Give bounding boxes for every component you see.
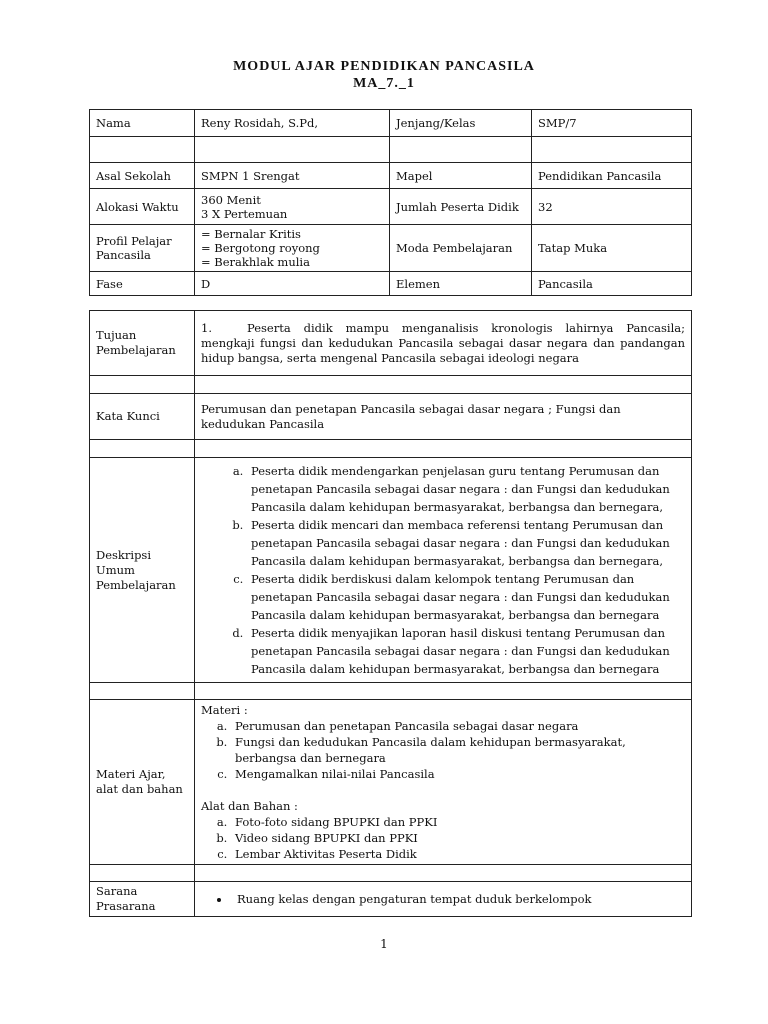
- list-item: b. Peserta didik mencari dan membaca referensi tentang Perumusan dan penetapan Pancasila sebagai dasar negara : dan Fungsi dan kedudukan Pancasila dalam kehidupan bermasyarakat, berbangsa dan bernegara,: [247, 516, 685, 570]
- fase-label: Fase: [90, 272, 195, 296]
- row-kata-kunci: [90, 394, 692, 440]
- mapel-value: Pendidikan Pancasila: [532, 163, 692, 189]
- list-item: d. Peserta didik menyajikan laporan hasil diskusi tentang Perumusan dan penetapan Pancasila sebagai dasar negara : dan Fungsi dan kedudukan Pancasila dalam kehidupan bermasyarakat, berbangsa dan bernegara: [247, 624, 685, 678]
- row-spacer: [90, 376, 692, 394]
- materi-heading: Materi :: [201, 703, 248, 717]
- moda-value: Tatap Muka: [532, 225, 692, 272]
- alokasi-value-2: 3 X Pertemuan: [201, 206, 288, 221]
- elemen-label: Elemen: [390, 272, 532, 296]
- row-tujuan: [90, 311, 692, 376]
- mapel-label: Mapel: [390, 163, 532, 189]
- alokasi-label: Alokasi Waktu: [90, 189, 195, 225]
- sekolah-value: SMPN 1 Srengat: [195, 163, 390, 189]
- identity-table: [89, 109, 692, 296]
- tujuan-label: Tujuan Pembelajaran: [90, 311, 195, 376]
- document-code: MA_7._1: [353, 76, 415, 91]
- fase-value: D: [195, 272, 390, 296]
- row-spacer: [90, 865, 692, 882]
- list-item: • Ruang kelas dengan pengaturan tempat duduk berkelompok: [231, 892, 685, 907]
- tujuan-text: Peserta didik mampu menganalisis kronologis lahirnya Pancasila; mengkaji fungsi dan kedudukan Pancasila sebagai dasar negara dan pandangan hidup bangsa, serta mengenal Pancasila sebagai ideologi negara: [201, 320, 685, 365]
- profil-value: = Bernalar Kritis: [201, 227, 301, 241]
- profil-value: = Berakhlak mulia: [201, 255, 310, 269]
- alokasi-value-1: 360 Menit: [201, 192, 261, 207]
- list-item: c. Mengamalkan nilai-nilai Pancasila: [231, 766, 685, 782]
- row-sekolah: [90, 163, 692, 189]
- sarana-label: Sarana Prasarana: [90, 882, 195, 917]
- row-fase: [90, 272, 692, 296]
- alat-list: [201, 814, 685, 862]
- row-materi: [90, 700, 692, 865]
- jumlah-label: Jumlah Peserta Didik: [390, 189, 532, 225]
- learning-table: [89, 310, 692, 917]
- row-deskripsi: [90, 458, 692, 683]
- list-item: c. Lembar Aktivitas Peserta Didik: [231, 846, 685, 862]
- kata-kunci-text: Perumusan dan penetapan Pancasila sebagai dasar negara ; Fungsi dan kedudukan Pancasila: [195, 394, 692, 440]
- row-empty: [90, 137, 692, 163]
- materi-list: [201, 718, 685, 782]
- moda-label: Moda Pembelajaran: [390, 225, 532, 272]
- tujuan-number: 1.: [201, 320, 212, 335]
- row-spacer: [90, 683, 692, 700]
- list-item: a. Peserta didik mendengarkan penjelasan guru tentang Perumusan dan penetapan Pancasila sebagai dasar negara : dan Fungsi dan kedudukan Pancasila dalam kehidupan bermasyarakat, berbangsa dan bernegara,: [247, 462, 685, 516]
- nama-label: Nama: [90, 110, 195, 137]
- kata-kunci-label: Kata Kunci: [90, 394, 195, 440]
- list-item: b. Video sidang BPUPKI dan PPKI: [231, 830, 685, 846]
- row-alokasi: [90, 189, 692, 225]
- deskripsi-label: Deskripsi Umum Pembelajaran: [90, 458, 195, 683]
- deskripsi-list: [201, 462, 685, 678]
- row-nama: [90, 110, 692, 137]
- page-number: 1: [380, 937, 388, 951]
- list-item: a. Foto-foto sidang BPUPKI dan PPKI: [231, 814, 685, 830]
- document-title: MODUL AJAR PENDIDIKAN PANCASILA: [233, 59, 535, 74]
- profil-value: = Bergotong royong: [201, 241, 320, 255]
- materi-label: Materi Ajar, alat dan bahan: [90, 700, 195, 865]
- list-item: a. Perumusan dan penetapan Pancasila sebagai dasar negara: [231, 718, 685, 734]
- list-item: b. Fungsi dan kedudukan Pancasila dalam kehidupan bermasyarakat, berbangsa dan bernegara: [231, 734, 685, 766]
- jumlah-value: 32: [532, 189, 692, 225]
- alat-heading: Alat dan Bahan :: [201, 799, 298, 813]
- jenjang-value: SMP/7: [532, 110, 692, 137]
- sekolah-label: Asal Sekolah: [90, 163, 195, 189]
- profil-label: Profil Pelajar Pancasila: [90, 225, 195, 272]
- list-item: c. Peserta didik berdiskusi dalam kelompok tentang Perumusan dan penetapan Pancasila sebagai dasar negara : dan Fungsi dan kedudukan Pancasila dalam kehidupan bermasyarakat, berbangsa dan bernegara: [247, 570, 685, 624]
- row-spacer: [90, 440, 692, 458]
- row-sarana: [90, 882, 692, 917]
- elemen-value: Pancasila: [532, 272, 692, 296]
- nama-value: Reny Rosidah, S.Pd,: [195, 110, 390, 137]
- jenjang-label: Jenjang/Kelas: [390, 110, 532, 137]
- row-profil: [90, 225, 692, 272]
- sarana-list: [201, 892, 685, 907]
